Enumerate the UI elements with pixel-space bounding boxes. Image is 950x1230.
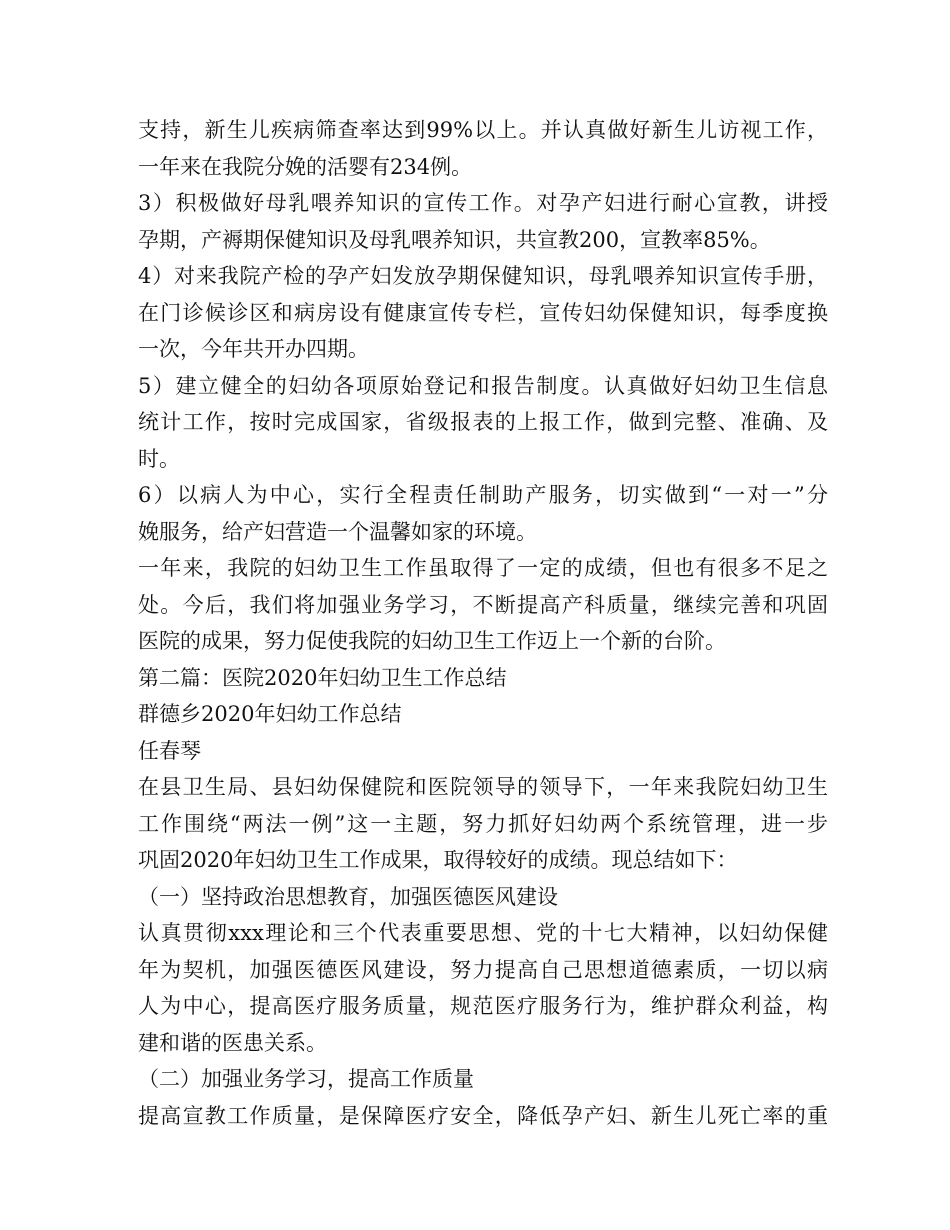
text-line: 3）积极做好母乳喂养知识的宣传工作。对孕产妇进行耐心宣教，讲授 bbox=[138, 191, 828, 215]
text-line: 人为中心，提高医疗服务质量，规范医疗服务行为，维护群众利益，构 bbox=[138, 994, 828, 1018]
document-body-text bbox=[138, 112, 828, 1134]
text-line: 在县卫生局、县妇幼保健院和医院领导的领导下，一年来我院妇幼卫生 bbox=[138, 775, 828, 799]
text-line: 一年来在我院分娩的活婴有234例。 bbox=[138, 154, 473, 179]
text-line: 任春琴 bbox=[138, 738, 201, 763]
text-line: 5）建立健全的妇幼各项原始登记和报告制度。认真做好妇幼卫生信息 bbox=[138, 373, 828, 398]
text-line: 建和谐的医患关系。 bbox=[138, 1030, 327, 1055]
text-line: 6）以病人为中心，实行全程责任制助产服务，切实做到“一对一”分 bbox=[138, 483, 828, 507]
text-line: 时。 bbox=[138, 446, 180, 471]
text-line: 处。今后，我们将加强业务学习，不断提高产科质量，继续完善和巩固 bbox=[138, 592, 828, 617]
text-line: 4）对来我院产检的孕产妇发放孕期保健知识，母乳喂养知识宣传手册， bbox=[138, 264, 828, 288]
text-line: 统计工作，按时完成国家，省级报表的上报工作，做到完整、准确、及 bbox=[138, 410, 828, 434]
text-line: 娩服务，给产妇营造一个温馨如家的环境。 bbox=[138, 519, 537, 544]
text-line: 一次，今年共开办四期。 bbox=[138, 337, 369, 361]
text-line: 一年来，我院的妇幼卫生工作虽取得了一定的成绩，但也有很多不足之 bbox=[138, 556, 828, 580]
text-line: 认真贯彻xxx理论和三个代表重要思想、党的十七大精神，以妇幼保健 bbox=[138, 921, 828, 945]
text-line: 工作围绕“两法一例”这一主题，努力抓好妇幼两个系统管理，进一步 bbox=[138, 811, 828, 836]
text-line: 在门诊候诊区和病房设有健康宣传专栏，宣传妇幼保健知识，每季度换 bbox=[138, 300, 828, 325]
text-line: 第二篇：医院2020年妇幼卫生工作总结 bbox=[138, 665, 507, 690]
text-line: 巩固2020年妇幼卫生工作成果，取得较好的成绩。现总结如下： bbox=[138, 848, 738, 872]
text-line: 支持，新生儿疾病筛查率达到99%以上。并认真做好新生儿访视工作， bbox=[138, 118, 828, 142]
text-line: 孕期，产褥期保健知识及母乳喂养知识，共宣教200，宣教率85%。 bbox=[138, 227, 771, 252]
text-line: 提高宣教工作质量，是保障医疗安全，降低孕产妇、新生儿死亡率的重 bbox=[138, 1103, 828, 1128]
text-line: （一）坚持政治思想教育，加强医德医风建设 bbox=[138, 884, 558, 909]
text-line: （二）加强业务学习，提高工作质量 bbox=[138, 1067, 474, 1091]
text-line: 医院的成果，努力促使我院的妇幼卫生工作迈上一个新的台阶。 bbox=[138, 629, 726, 653]
text-line: 年为契机，加强医德医风建设，努力提高自己思想道德素质，一切以病 bbox=[138, 957, 828, 982]
text-line: 群德乡2020年妇幼工作总结 bbox=[138, 702, 402, 726]
